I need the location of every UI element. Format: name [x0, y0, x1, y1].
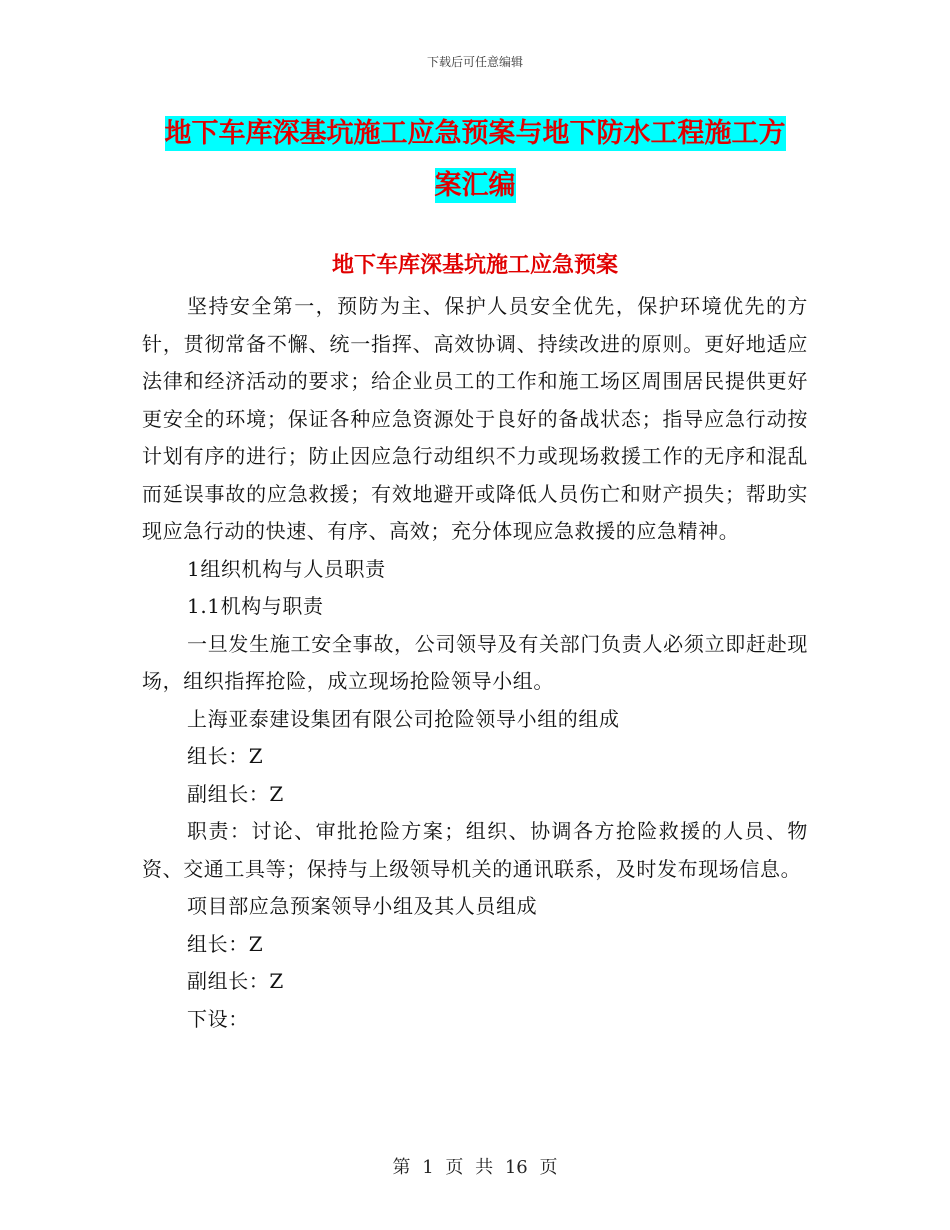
header-note: 下载后可任意编辑 — [426, 55, 523, 69]
heading-1-1: 1.1机构与职责 — [187, 594, 324, 618]
paragraph-project-team: 项目部应急预案领导小组及其人员组成 — [187, 894, 538, 918]
page-footer: 第 1 页 共 16 页 — [392, 1157, 558, 1178]
document-title — [140, 108, 810, 212]
paragraph-project-leader: 组长：Z — [187, 931, 264, 956]
paragraph-company-team: 上海亚泰建设集团有限公司抢险领导小组的组成 — [187, 706, 620, 731]
section-title: 地下车库深基坑施工应急预案 — [331, 253, 618, 278]
paragraph-intro: 坚持安全第一，预防为主、保护人员安全优先，保护环境优先的方针，贯彻常备不懈、统一指挥、高效协调、持续改进的原则。更好地适应法律和经济活动的要求；给企业员工的工作和施工场区周围居民提供更好更安全的环境；保证各种应急资源处于良好的备战状态；指导应急行动按计划有序的进行；防止因应急行动组织不力或现场救援工作的无序和混乱而延误事故的应急救援；有效地避开或降低人员伤亡和财产损失；帮助实现应急行动的快速、有序、高效；充分体现应急救援的应急精神。 — [142, 294, 808, 543]
body-text — [142, 288, 808, 1038]
title-line-1: 地下车库深基坑施工应急预案与地下防水工程施工方 — [164, 118, 786, 149]
paragraph-subordinate: 下设： — [187, 1006, 249, 1031]
paragraph-deputy-leader: 副组长：Z — [187, 781, 284, 806]
title-line-2: 案汇编 — [434, 170, 516, 201]
paragraph-leader: 组长：Z — [187, 744, 264, 768]
paragraph-duties: 职责：讨论、审批抢险方案；组织、协调各方抢险救援的人员、物资、交通工具等；保持与上级领导机关的通讯联系，及时发布现场信息。 — [142, 819, 808, 881]
paragraph-project-deputy: 副组长：Z — [187, 969, 284, 993]
heading-1: 1组织机构与人员职责 — [187, 556, 386, 581]
paragraph-emergency: 一旦发生施工安全事故，公司领导及有关部门负责人必须立即赶赴现场，组织指挥抢险，成立现场抢险领导小组。 — [142, 631, 808, 693]
